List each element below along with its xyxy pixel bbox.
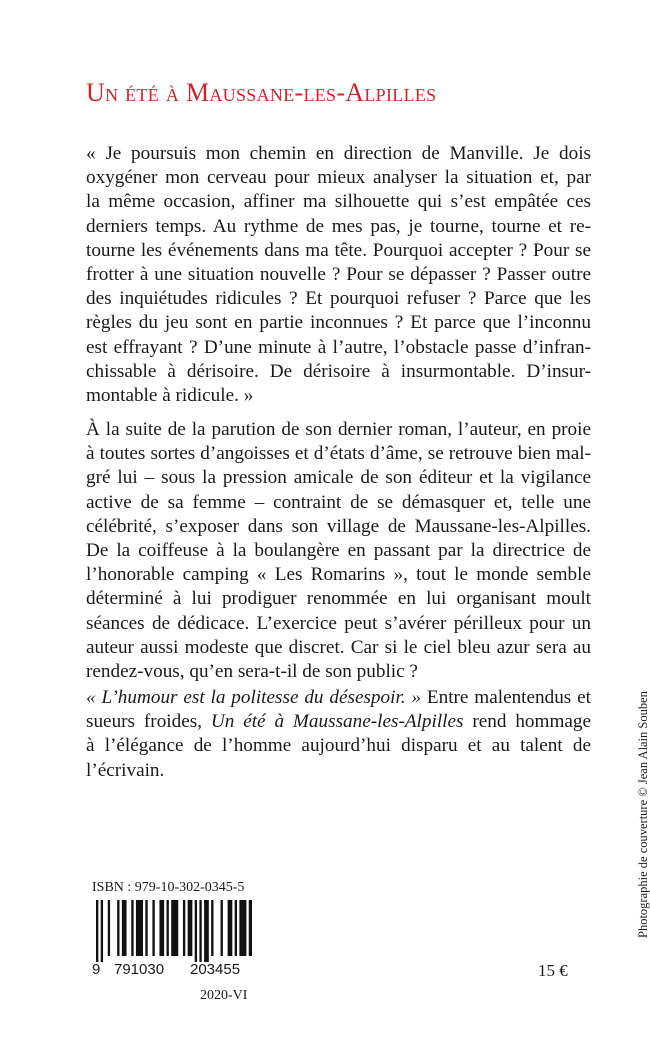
barcode-bar (136, 900, 143, 956)
barcode-bar (239, 900, 246, 956)
barcode-bar (204, 900, 209, 962)
quote-line: oxygéner mon cerveau pour mieux analyser la situation et, par (86, 167, 591, 189)
summary-line: De la coiffeuse à la boulangère en passant par la directrice de (86, 540, 591, 562)
closing-text: rend hommage (463, 711, 591, 733)
quote-line: « Je poursuis mon chemin en direction de Manville. Je dois (86, 143, 591, 164)
barcode-right-group: 203455 (190, 961, 241, 978)
quote-line: montable à ridicule. » (86, 385, 254, 407)
barcode-bar (183, 900, 185, 956)
summary-line: séances de dédicace. L’exercice peut s’avérer périlleux pour un (86, 612, 591, 634)
barcode-bar (117, 900, 119, 956)
barcode-bar (195, 900, 197, 962)
barcode-bar (167, 900, 169, 956)
closing-text: sueurs froides, (86, 711, 211, 733)
barcode-left-group: 791030 (114, 961, 165, 978)
barcode-bar (235, 900, 237, 956)
barcode-bar (108, 900, 110, 956)
photo-credit: Photographie de couverture © Jean Alain Souben (636, 691, 650, 938)
barcode (92, 900, 252, 962)
isbn-label: ISBN : 979-10-302-0345-5 (92, 880, 245, 895)
summary-line: l’honorable camping « Les Romarins », tout le monde semble (86, 564, 591, 586)
summary-line: active de sa femme – contraint de se démasquer et, telle une (86, 491, 591, 513)
summary-line: rendez-vous, qu’en sera-t-il de son public ? (86, 661, 418, 683)
barcode-first-digit: 9 (92, 961, 101, 978)
barcode-bar (131, 900, 133, 956)
barcode-bar (211, 900, 213, 956)
barcode-bar (122, 900, 127, 956)
quote-line: la même occasion, affiner ma silhouette qui s’est empâtée ces (86, 191, 591, 213)
edition-code: 2020-VI (200, 988, 248, 1003)
barcode-bar (96, 900, 98, 962)
quote-line: des inquiétudes ridicules ? Et pourquoi refuser ? Parce que les (86, 288, 591, 310)
closing-line-4: l’écrivain. (86, 759, 165, 781)
quote-line: règles du jeu sont en partie inconnues ? Et parce que l’inconnu (86, 312, 591, 334)
closing-line-1 (86, 686, 591, 710)
barcode-bar (152, 900, 154, 956)
barcode-bar (159, 900, 164, 956)
summary-line: gré lui – sous la pression amicale de son éditeur et la vigilance (86, 467, 591, 489)
barcode-bar (188, 900, 193, 956)
closing-text: Entre malentendus et (421, 687, 591, 708)
quote-line: chissable à dérisoire. De dérisoire à insurmontable. D’insur- (86, 360, 591, 382)
summary-line: auteur aussi modeste que discret. Car si le ciel bleu azur sera au (86, 636, 591, 658)
quote-line: est effrayant ? D’une minute à l’autre, l’obstacle passe d’infran- (86, 336, 591, 358)
summary-line: déterminé à lui prodiguer renommée en lui organisant moult (86, 588, 591, 610)
barcode-bar (171, 900, 178, 956)
closing-line-3: à l’élégance de l’homme aujourd’hui disparu et au talent de (86, 735, 591, 757)
quote-line: derniers temps. Au rythme de mes pas, je tourne, tourne et re- (86, 215, 591, 237)
barcode-bar (228, 900, 233, 956)
excerpt-quote (86, 142, 591, 408)
book-title: Un été à Maussane-les-Alpilles (86, 78, 437, 107)
quote-line: tourne les événements dans ma tête. Pourquoi accepter ? Pour se (86, 239, 591, 261)
title-reference: Un été à Maussane-les-Alpilles (210, 711, 464, 733)
barcode-bar (101, 900, 103, 962)
summary-line: célébrité, s’exposer dans son village de Maussane-les-Alpilles. (86, 515, 591, 537)
summary-line: à toutes sortes d’angoisses et d’états d’âme, se retrouve bien mal- (86, 443, 591, 465)
barcode-digits (92, 961, 257, 981)
closing-paragraph (86, 686, 591, 783)
barcode-bar (199, 900, 201, 962)
summary-paragraph (86, 418, 591, 684)
barcode-bars (92, 900, 252, 962)
closing-line-2 (86, 710, 591, 734)
summary-line: À la suite de la parution de son dernier roman, l’auteur, en proie (86, 419, 591, 440)
barcode-bar (221, 900, 223, 956)
barcode-bar (249, 900, 252, 956)
barcode-bar (145, 900, 147, 956)
price: 15 € (538, 961, 568, 980)
quote-line: frotter à une situation nouvelle ? Pour se dépasser ? Passer outre (86, 264, 591, 286)
humour-quote: « L’humour est la politesse du désespoir. » (86, 687, 422, 708)
